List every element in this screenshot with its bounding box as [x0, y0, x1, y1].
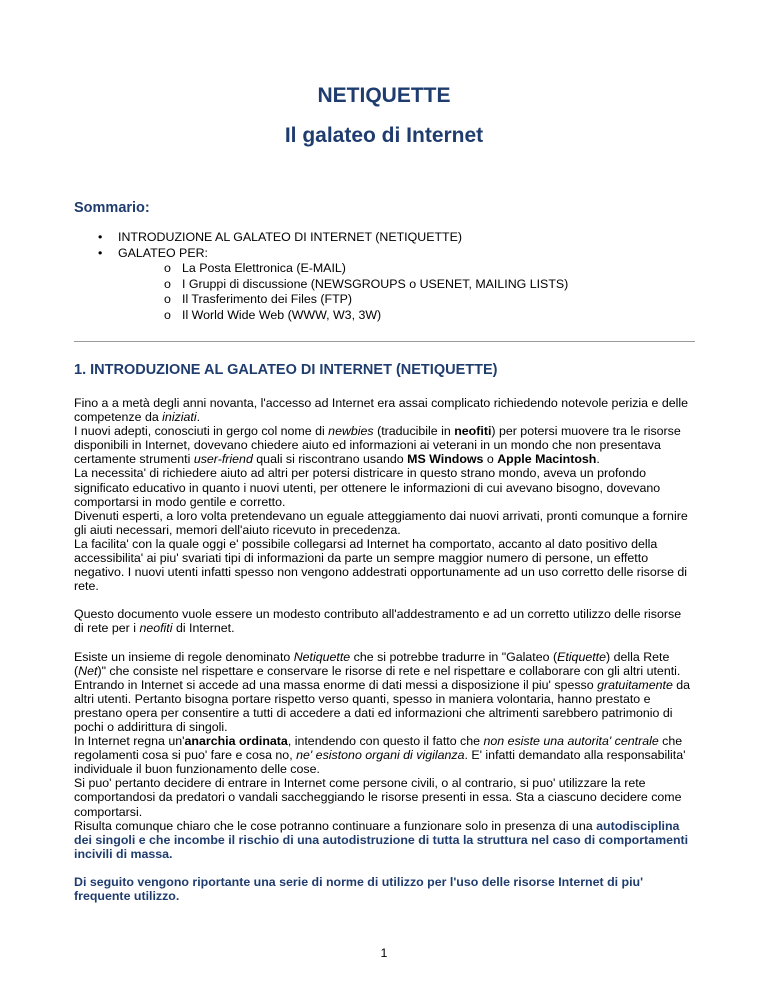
toc-subitem: o La Posta Elettronica (E-MAIL): [164, 261, 346, 276]
paragraph: I nuovi adepti, conosciuti in gergo col nome di newbies (traducibile in neofiti) per potersi muovere tra le risorse disponibili in Internet, dovevano chiedere aiuto ed informazioni ai veterani in un mondo che non presentava certamente strumenti user-friend quali si riscontrano usando MS Windows o Apple Macintosh.: [74, 424, 681, 467]
circle-bullet-icon: o: [164, 307, 171, 322]
toc-heading: Sommario:: [74, 200, 150, 216]
circle-bullet-icon: o: [164, 292, 171, 307]
horizontal-divider: [74, 341, 695, 342]
toc-subitem: o Il World Wide Web (WWW, W3, 3W): [164, 307, 382, 322]
toc-item: • GALATEO PER: o La Posta Elettronica (E-MAIL) o I Gruppi di discussione (NEWSGROUPS o USENET, MAILING LISTS) o Il Trasferimento dei Files (FTP) o Il World Wide Web (WWW, W3, 3W): [98, 245, 569, 322]
paragraph: Di seguito vengono riportante una serie di norme di utilizzo per l'uso delle risorse Internet di piu' frequente utilizzo.: [74, 874, 644, 903]
section-body: [74, 396, 694, 903]
paragraph: Entrando in Internet si accede ad una massa enorme di dati messi a disposizione il piu' spesso gratuitamente da altri utenti. Pertanto bisogna portare rispetto verso quanti, spesso in maniera volontaria, hanno prestato e prestano opera per consentire a tutti di accedere a dati ed informazioni che altrimenti sarebbero patrimonio di pochi o addirittura di singoli.: [74, 677, 691, 734]
paragraph: Si puo' pertanto decidere di entrare in Internet come persone civili, o al contrario, si puo' utilizzare la rete comportandosi da predatori o vandali saccheggiando le risorse presenti in essa. Sta a ciascuno decidere come comportarsi.: [74, 776, 682, 819]
paragraph: La facilita' con la quale oggi e' possibile collegarsi ad Internet ha comportato, accanto al dato positivo della accessibilita' ai piu' svariati tipi di informazioni da parte un sempre maggior numero di persone, un effetto negativo. I nuovi utenti infatti spesso non vengono addestrati opportunamente ad un uso corretto delle risorse di rete.: [74, 536, 688, 594]
bullet-icon: •: [98, 245, 103, 260]
paragraph: Fino a a metà degli anni novanta, l'accesso ad Internet era assai complicato richiedendo notevole perizia e delle competenze da iniziati.: [74, 396, 689, 425]
bullet-icon: •: [98, 230, 103, 244]
paragraph: In Internet regna un'anarchia ordinata, intendendo con questo il fatto che non esiste una autorita' centrale che regolamenti cosa si puo' fare e cosa no, ne' esistono organi di vigilanza. E' infatti demandato alla responsabilita' individuale il buon funzionamento delle cose.: [74, 734, 686, 777]
document-subtitle: Il galateo di Internet: [284, 124, 484, 147]
toc-subitem: o I Gruppi di discussione (NEWSGROUPS o USENET, MAILING LISTS): [164, 276, 569, 291]
page-number: 1: [380, 946, 388, 960]
table-of-contents: [74, 230, 568, 324]
section-heading: 1. INTRODUZIONE AL GALATEO DI INTERNET (NETIQUETTE): [74, 362, 498, 378]
toc-sublist: [118, 261, 568, 323]
toc-item: • INTRODUZIONE AL GALATEO DI INTERNET (NETIQUETTE): [98, 230, 462, 244]
document-title: NETIQUETTE: [317, 84, 451, 107]
circle-bullet-icon: o: [164, 261, 171, 276]
paragraph: Questo documento vuole essere un modesto contributo all'addestramento e ad un corretto utilizzo delle risorse di rete per i neofiti di Internet.: [74, 607, 682, 636]
paragraph: Esiste un insieme di regole denominato Netiquette che si potrebbe tradurre in "Galateo (Etiquette) della Rete (Net)" che consiste nel rispettare e conservare le risorse di rete e nel rispettare e collaborare con gli altri utenti.: [74, 649, 681, 678]
paragraph: Risulta comunque chiaro che le cose potranno continuare a funzionare solo in presenza di una autodisciplina dei singoli e che incombe il rischio di una autodistruzione di tutta la struttura nel caso di comportamenti incivili di massa.: [74, 818, 689, 861]
paragraph: Divenuti esperti, a loro volta pretendevano un eguale atteggiamento dai nuovi arrivati, pronti comunque a fornire gli aiuti necessari, memori dell'aiuto ricevuto in precedenza.: [74, 508, 688, 537]
circle-bullet-icon: o: [164, 276, 171, 291]
paragraph: La necessita' di richiedere aiuto ad altri per potersi districare in questo strano mondo, aveva un profondo significato educativo in quanto i nuovi utenti, per ottenere le informazioni di cui avevano bisogno, dovevano comportarsi in modo gentile e corretto.: [74, 466, 661, 509]
toc-subitem: o Il Trasferimento dei Files (FTP): [164, 292, 353, 307]
